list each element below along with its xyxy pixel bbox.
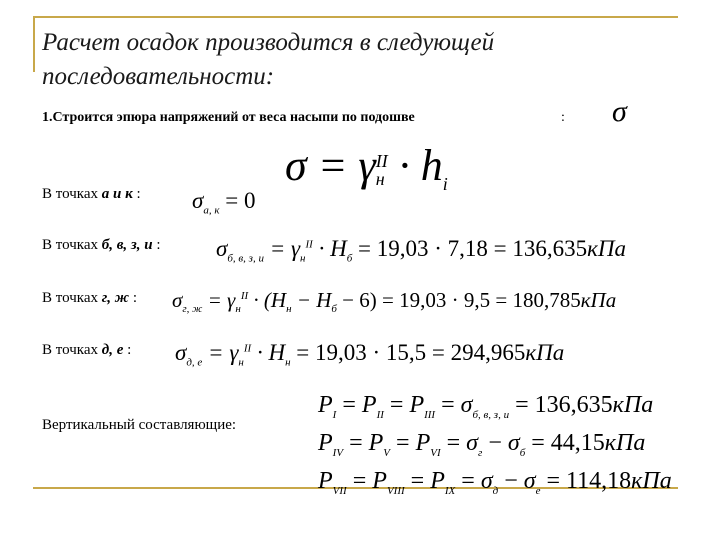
label-points-g-zh: В точках г, ж : (42, 290, 137, 306)
slide-title: Расчет осадок производится в следующей последовательности: (42, 29, 495, 90)
p-line-2: $P_{IV} = P_V = P_{VI} = \sigma_г - \sigma_б = 44,15кПа$ (318, 430, 646, 459)
p-line-1: $P_I = P_{II} = P_{III} = \sigma_{б, в, з, и} = 136,635кПа$ (318, 392, 654, 421)
label-points-a-k: В точках а и к : (42, 186, 141, 202)
formula-gamma: γ (358, 141, 376, 190)
label-points-d-e: В точках д, е : (42, 342, 132, 358)
formula-row-g-zh: $\sigma_{г, ж} = \gamma_н^{II} \cdot (H_н - H_б - 6) = 19,03 \cdot 9,5 = 180,785кПа$ (172, 288, 617, 316)
step-1-text: 1.Строится эпюра напряжений от веса насыпи по подошве (42, 110, 415, 125)
formula-row-b-v-z-i: $\sigma_{б, в, з, и} = \gamma_н^{II} \cdot H_б = 19,03 \cdot 7,18 = 136,635кПа$ (216, 236, 626, 265)
p-line-3: $P_{VII} = P_{VIII} = P_{IX} = \sigma_д - \sigma_е = 114,18кПа$ (318, 468, 672, 497)
formula-eq: = (306, 141, 359, 190)
label-points-b-v-z-i: В точках б, в, з, и : (42, 237, 161, 253)
slide-frame-top-line (33, 16, 678, 18)
formula-sigma: σ (285, 141, 307, 190)
formula-row-d-e: $\sigma_{д, е} = \gamma_н^{II} \cdot H_н = 19,03 \cdot 15,5 = 294,965кПа$ (175, 340, 565, 369)
step-1-colon: : (561, 110, 565, 125)
formula-gamma-sub: н (375, 168, 385, 189)
formula-dot: · (387, 141, 421, 190)
sigma-symbol: σ (612, 95, 627, 128)
formula-h-sub: i (442, 173, 448, 194)
formula-h: h (420, 141, 443, 190)
formula-gamma-sup: II (375, 150, 388, 171)
formula-row-a-k: $\sigma_{а, к} = 0$ (192, 188, 256, 217)
main-stress-formula (285, 140, 448, 195)
vertical-components-label: Вертикальный составляющие: (42, 417, 237, 433)
slide-frame-left-line (33, 16, 35, 72)
